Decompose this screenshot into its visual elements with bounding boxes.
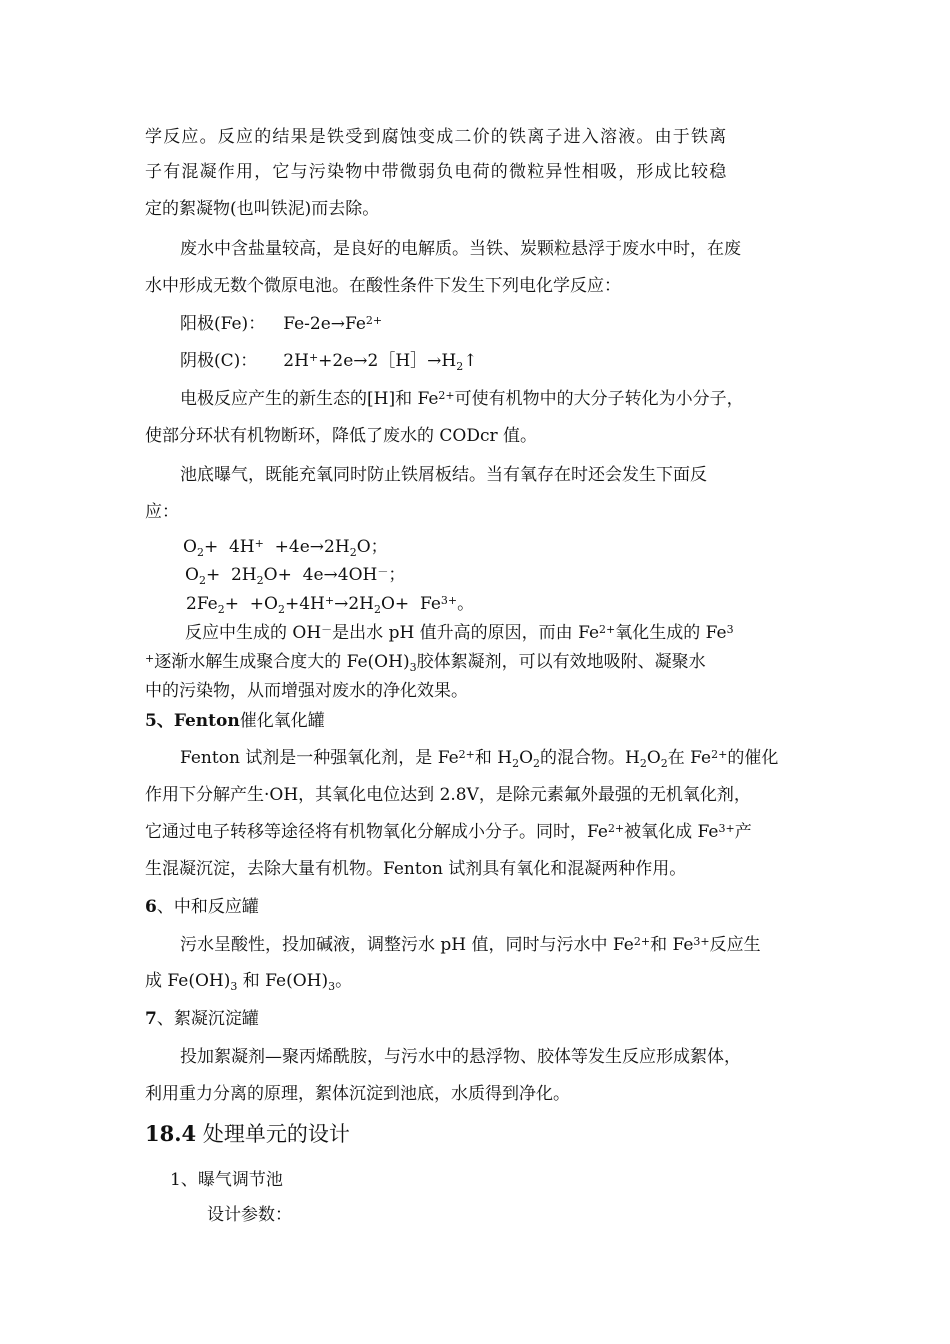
- section-heading: 5、Fenton催化氧化罐: [145, 711, 325, 731]
- text-line: 反应中生成的 OH－是出水 pH 值升高的原因，而由 $Fe^{2+}$氧化生成的 Fe$^3$: [185, 623, 734, 643]
- text-line: Fenton 试剂是一种强氧化剂，是 $Fe^{2+}$和 $H_2O_2$的混合物。$H_2O_2$在 $Fe^{2+}$的催化: [180, 748, 779, 770]
- subsection-heading: 1、曝气调节池: [170, 1170, 283, 1190]
- anode-equation: 阳极(Fe)： $Fe-2e\to Fe^{2+}$: [180, 314, 383, 334]
- text-line: 污水呈酸性，投加碱液，调整污水 pH 值，同时与污水中 $Fe^{2+}$和 $Fe^{3+}$反应生: [180, 935, 761, 955]
- text-line: 池底曝气，既能充氧同时防止铁屑板结。当有氧存在时还会发生下面反: [180, 465, 707, 485]
- section-heading: 7、絮凝沉淀罐: [145, 1009, 259, 1029]
- text-line: 成 $Fe(OH)_3$ 和 $Fe(OH)_3$。: [145, 971, 353, 993]
- section-heading: 6、中和反应罐: [145, 897, 259, 917]
- cathode-equation: 阴极(C)： $2H^++2e\to 2[H]\to H_2↑$: [180, 351, 478, 373]
- text-line: 使部分环状有机物断环，降低了废水的 CODcr 值。: [145, 426, 538, 446]
- text-line: 中的污染物，从而增强对废水的净化效果。: [145, 681, 468, 701]
- text-line: 水中形成无数个微原电池。在酸性条件下发生下列电化学反应：: [145, 276, 621, 296]
- text-line: 应：: [145, 502, 179, 522]
- reaction-equation: $O_2+ 4H^+ +4e\to 2H_2O$；: [183, 537, 388, 559]
- text-line: 生混凝沉淀，去除大量有机物。Fenton 试剂具有氧化和混凝两种作用。: [145, 859, 687, 879]
- text-line: 投加絮凝剂—聚丙烯酰胺，与污水中的悬浮物、胶体等发生反应形成絮体，: [180, 1047, 741, 1067]
- text-line: 定的絮凝物(也叫铁泥)而去除。: [145, 199, 380, 219]
- text-line: 学反应。反应的结果是铁受到腐蚀变成二价的铁离子进入溶液。由于铁离: [145, 127, 728, 147]
- reaction-equation: $O_2+ 2H_2O+ 4e\to 4OH^-$；: [185, 565, 406, 587]
- design-parameters-label: 设计参数：: [207, 1205, 292, 1225]
- section-title: 18.4 处理单元的设计: [145, 1121, 350, 1146]
- text-line: 子有混凝作用，它与污染物中带微弱负电荷的微粒异性相吸，形成比较稳: [145, 162, 728, 182]
- text-line: 利用重力分离的原理，絮体沉淀到池底，水质得到净化。: [145, 1084, 570, 1104]
- text-line: 电极反应产生的新生态的[H]和 $Fe^{2+}$可使有机物中的大分子转化为小分子，: [180, 389, 744, 409]
- text-line: 作用下分解产生·OH，其氧化电位达到 2.8V，是除元素氟外最强的无机氧化剂，: [145, 785, 751, 805]
- text-line: +逐渐水解生成聚合度大的 $Fe(OH)_3$胶体絮凝剂，可以有效地吸附、凝聚水: [145, 652, 706, 674]
- reaction-equation: $2Fe_2+ +O_2+4H^+\to 2H_2O+ Fe^{3+}$。: [186, 594, 475, 616]
- text-line: 废水中含盐量较高，是良好的电解质。当铁、炭颗粒悬浮于废水中时，在废: [180, 239, 741, 259]
- text-line: 它通过电子转移等途径将有机物氧化分解成小分子。同时，$Fe^{2+}$被氧化成 $Fe^{3+}$产: [145, 822, 752, 842]
